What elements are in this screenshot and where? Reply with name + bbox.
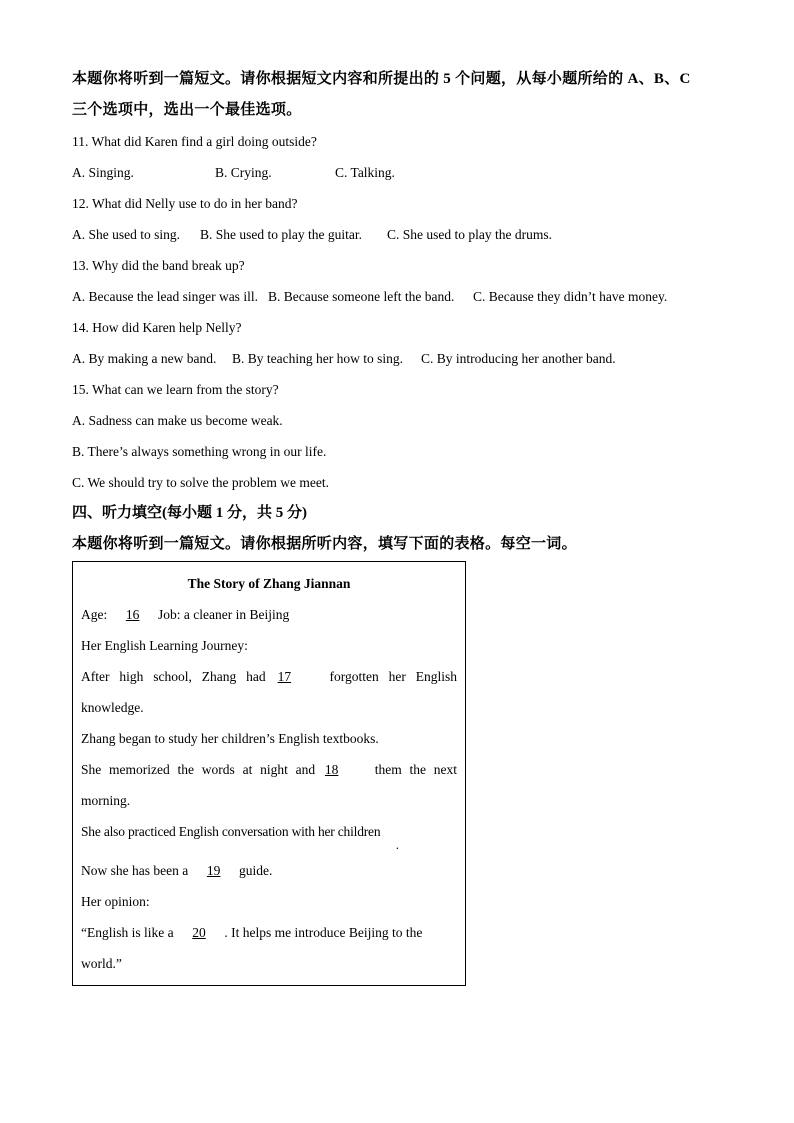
document-page [72,64,732,560]
stray-dot: . [395,837,399,852]
blank-20: 20 [192,925,206,940]
blank-18: 18 [324,762,339,777]
line-18 [81,754,457,785]
option-11-b: B. Crying. [215,165,272,180]
story-table [72,561,466,986]
text-19a: Now she has been a [81,863,189,878]
section3-instruction-line1: 本题你将听到一篇短文。请你根据短文内容和所提出的 5 个问题，从每小题所给的 A、B、C [72,71,691,87]
option-15-a: A. Sadness can make us become weak. [72,413,283,428]
text-17c: knowledge. [81,700,144,715]
age-label: Age: [81,607,108,622]
option-12-c: C. She used to play the drums. [387,227,552,242]
blank-19: 19 [206,863,221,878]
section3-instruction-line2: 三个选项中，选出一个最佳选项。 [72,102,302,118]
text-18c: morning. [81,793,131,808]
question-13: 13. Why did the band break up? [72,258,245,273]
job-text: Job: a cleaner in Beijing [158,607,290,622]
text-17a: After high school, Zhang had [81,669,266,684]
option-13-c: C. Because they didn’t have money. [473,289,668,304]
options-11 [72,157,732,188]
textbooks-line: Zhang began to study her children’s English textbooks. [81,731,379,746]
question-14: 14. How did Karen help Nelly? [72,320,242,335]
section4-heading: 四、听力填空(每小题 1 分，共 5 分) [72,505,307,521]
line-17 [81,661,457,692]
option-14-a: A. By making a new band. [72,351,217,366]
question-11: 11. What did Karen find a girl doing outside? [72,134,317,149]
option-12-b: B. She used to play the guitar. [200,227,362,242]
option-15-c: C. We should try to solve the problem we meet. [72,475,329,490]
text-20b: . It helps me introduce Beijing to the [224,925,423,940]
question-15: 15. What can we learn from the story? [72,382,279,397]
line-20 [81,917,457,948]
table-title: The Story of Zhang Jiannan [187,576,351,591]
age-line [81,599,457,630]
opinion-heading: Her opinion: [81,894,150,909]
section4-instruction: 本题你将听到一篇短文。请你根据所听内容，填写下面的表格。每空一词。 [72,536,577,552]
line-19 [81,855,457,886]
question-12: 12. What did Nelly use to do in her band? [72,196,298,211]
text-18b: them the next [374,762,457,777]
option-12-a: A. She used to sing. [72,227,180,242]
text-19b: guide. [238,863,273,878]
option-11-a: A. Singing. [72,165,134,180]
blank-17: 17 [277,669,292,684]
blank-16: 16 [125,607,140,622]
options-13 [72,281,732,312]
text-18a: She memorized the words at night and [81,762,316,777]
option-14-c: C. By introducing her another band. [421,351,616,366]
text-20c: world.” [81,956,122,971]
text-20a: “English is like a [81,925,174,940]
option-11-c: C. Talking. [335,165,395,180]
journey-heading: Her English Learning Journey: [81,638,248,653]
option-14-b: B. By teaching her how to sing. [232,351,403,366]
options-14 [72,343,732,374]
option-15-b: B. There’s always something wrong in our life. [72,444,327,459]
options-12 [72,219,732,250]
text-17b: forgotten her English [329,669,458,684]
conversation-line: She also practiced English conversation with her children [81,824,381,839]
option-13-a: A. Because the lead singer was ill. [72,289,258,304]
option-13-b: B. Because someone left the band. [268,289,455,304]
